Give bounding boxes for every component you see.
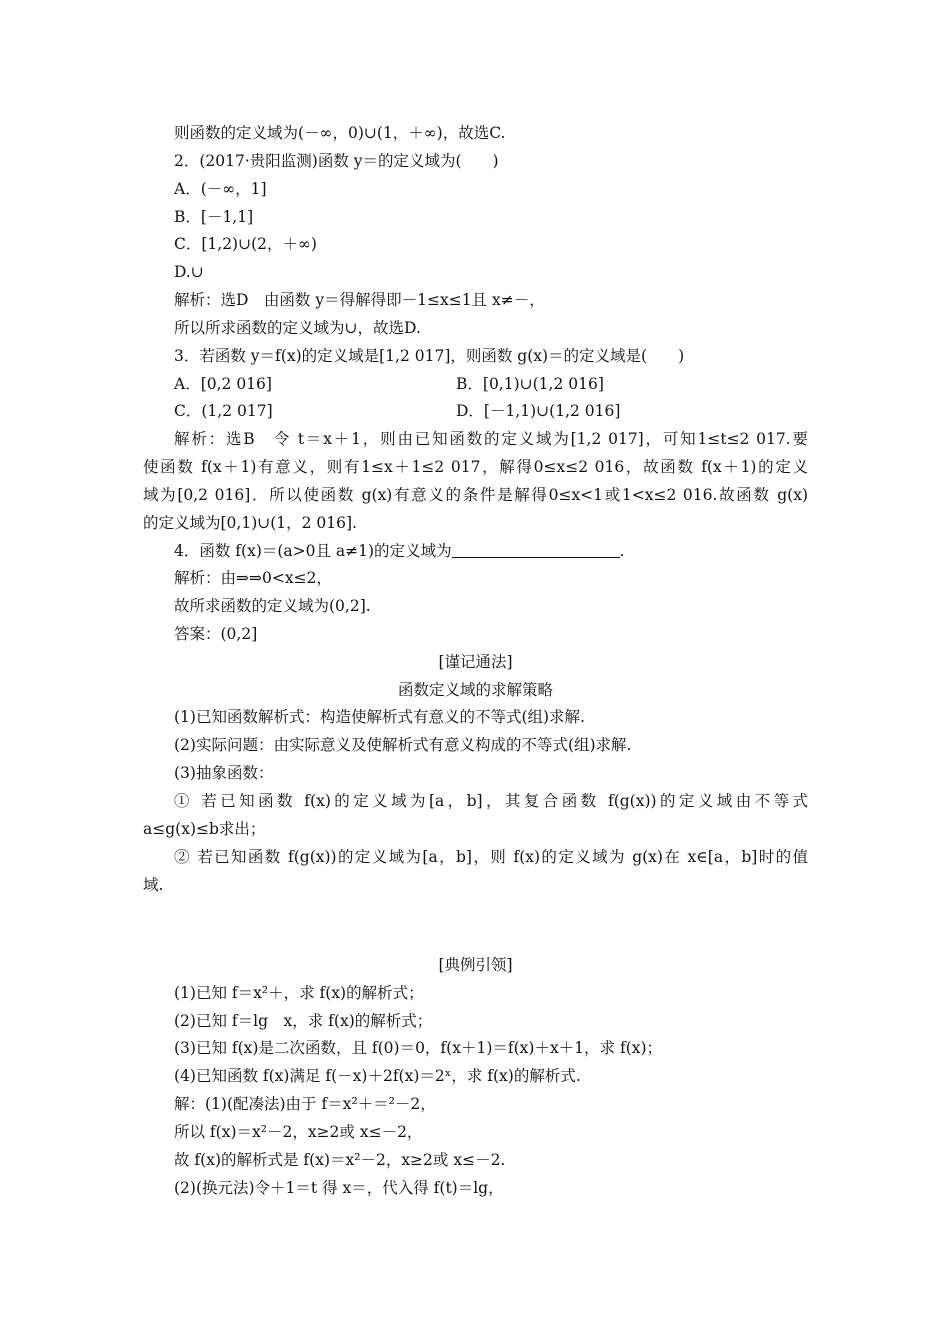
example-item: (3)已知 f(x)是二次函数，且 f(0)＝0，f(x＋1)＝f(x)＋x＋1，求 f(x)； bbox=[174, 1039, 663, 1057]
method-item: ① 若已知函数 f(x)的定义域为[a，b]，其复合函数 f(g(x))的定义域由不等式 bbox=[174, 792, 808, 810]
option-d: D.∪ bbox=[174, 263, 204, 281]
method-item: (1)已知函数解析式：构造使解析式有意义的不等式(组)求解. bbox=[174, 708, 585, 726]
method-item: 域. bbox=[143, 876, 164, 894]
solution-line: 域为[0,2 016]．所以使函数 g(x)有意义的条件是解得0≤x<1或1<x≤2 016.故函数 g(x) bbox=[143, 486, 808, 504]
solution-line: 解析：选B 令 t＝x＋1，则由已知函数的定义域为[1,2 017]，可知1≤t≤2 017.要 bbox=[174, 430, 808, 448]
solution-line: 故所求函数的定义域为(0,2]. bbox=[174, 597, 371, 615]
solution-line: 的定义域为[0,1)∪(1，2 016]. bbox=[143, 514, 357, 532]
solution-line: 所以 f(x)＝x²－2，x≥2或 x≤－2， bbox=[174, 1123, 423, 1141]
answer-blank bbox=[452, 541, 620, 558]
solution-line: 使函数 f(x＋1)有意义，则有1≤x＋1≤2 017，解得0≤x≤2 016，故函数 f(x＋1)的定义 bbox=[143, 458, 808, 476]
example-item: (4)已知函数 f(x)满足 f(－x)＋2f(x)＝2ˣ，求 f(x)的解析式. bbox=[174, 1067, 581, 1085]
option-d: D．[－1,1)∪(1,2 016] bbox=[456, 402, 621, 420]
example-item: (2)已知 f＝lg x，求 f(x)的解析式； bbox=[174, 1012, 433, 1030]
option-a: A．[0,2 016] bbox=[174, 375, 272, 393]
section-heading: [谨记通法] bbox=[438, 653, 513, 671]
text-line: 则函数的定义域为(－∞，0)∪(1，＋∞)，故选C. bbox=[174, 124, 506, 142]
option-c: C．[1,2)∪(2，＋∞) bbox=[174, 235, 317, 253]
question-4 bbox=[174, 540, 625, 562]
option-b: B．[－1,1] bbox=[174, 208, 254, 226]
method-item: (3)抽象函数： bbox=[174, 764, 274, 782]
solution-line: 解析：选D 由函数 y＝得解得即－1≤x≤1且 x≠－， bbox=[174, 291, 545, 309]
section-subheading: 函数定义域的求解策略 bbox=[397, 681, 553, 699]
method-item: (2)实际问题：由实际意义及使解析式有意义构成的不等式(组)求解. bbox=[174, 736, 632, 754]
option-a: A．(－∞，1] bbox=[174, 180, 267, 198]
option-b: B．[0,1)∪(1,2 016] bbox=[456, 375, 604, 393]
question-4-text: 4．函数 f(x)＝(a>0且 a≠1)的定义域为 bbox=[174, 542, 452, 560]
solution-line: 解析：由⇒⇒0<x≤2， bbox=[174, 569, 332, 587]
solution-line: 解：(1)(配凑法)由于 f＝x²＋＝²－2， bbox=[174, 1095, 436, 1113]
option-c: C．(1,2 017] bbox=[174, 402, 273, 420]
method-item: ② 若已知函数 f(g(x))的定义域为[a，b]，则 f(x)的定义域为 g(x)在 x∈[a，b]时的值 bbox=[174, 848, 808, 866]
example-item: (1)已知 f＝x²＋，求 f(x)的解析式； bbox=[174, 984, 424, 1002]
question-2: 2．(2017·贵阳监测)函数 y＝的定义域为( ) bbox=[174, 152, 499, 170]
solution-line: 故 f(x)的解析式是 f(x)＝x²－2，x≥2或 x≤－2. bbox=[174, 1151, 506, 1169]
answer-line: 答案：(0,2] bbox=[174, 625, 258, 643]
section-heading: [典例引领] bbox=[438, 956, 513, 974]
method-item: a≤g(x)≤b求出； bbox=[143, 820, 266, 838]
question-4-end: . bbox=[619, 542, 625, 560]
solution-line: 所以所求函数的定义域为∪，故选D. bbox=[174, 319, 421, 337]
question-3: 3．若函数 y＝f(x)的定义域是[1,2 017]，则函数 g(x)＝的定义域是( ) bbox=[174, 347, 685, 365]
solution-line: (2)(换元法)令＋1＝t 得 x＝，代入得 f(t)＝lg， bbox=[174, 1179, 504, 1197]
